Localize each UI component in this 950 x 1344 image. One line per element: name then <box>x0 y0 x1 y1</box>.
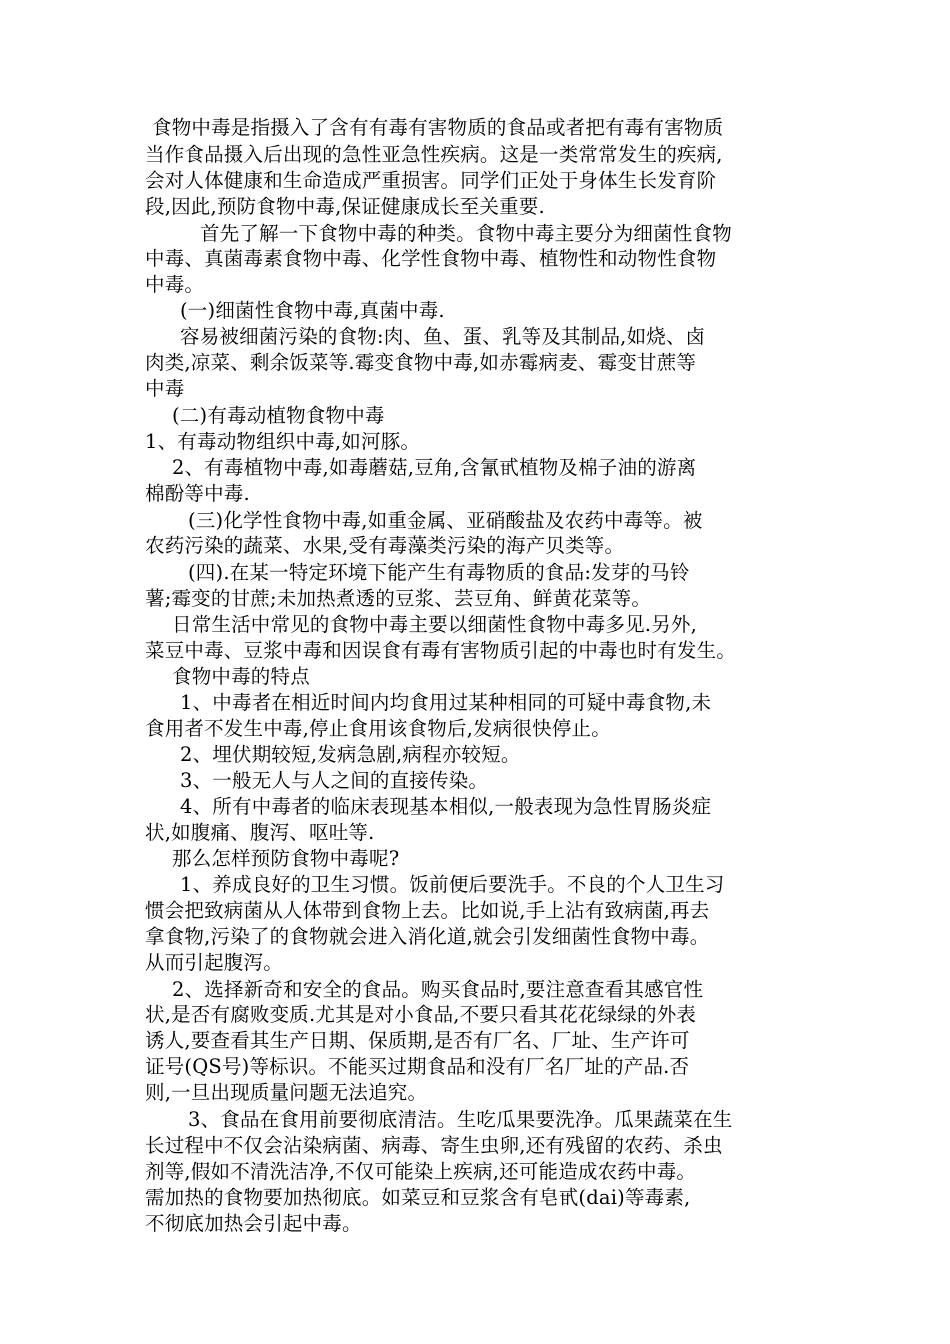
text-line: 惯会把致病菌从人体带到食物上去。比如说,手上沾有致病菌,再去 <box>145 899 710 922</box>
text-line: 1、有毒动物组织中毒,如河豚。 <box>145 430 421 453</box>
text-line: 段,因此,预防食物中毒,保证健康成长至关重要. <box>145 195 545 218</box>
text-line: 状,如腹痛、腹泻、呕吐等. <box>145 821 375 844</box>
text-line: 2、有毒植物中毒,如毒蘑菇,豆角,含氰甙植物及棉子油的游离 <box>172 456 697 479</box>
text-line: 4、所有中毒者的临床表现基本相似,一般表现为急性胃肠炎症 <box>180 795 712 818</box>
text-line: 会对人体健康和生命造成严重损害。同学们正处于身体生长发育阶 <box>145 169 717 192</box>
text-line: 状,是否有腐败变质.尤其是对小食品,不要只看其花花绿绿的外表 <box>145 1003 697 1026</box>
text-line: 食物中毒的特点 <box>172 665 310 688</box>
text-line: 容易被细菌污染的食物:肉、鱼、蛋、乳等及其制品,如烧、卤 <box>180 325 706 348</box>
text-line: 1、养成良好的卫生习惯。饭前便后要洗手。不良的个人卫生习 <box>180 873 725 896</box>
text-line: 那么怎样预防食物中毒呢? <box>172 847 400 870</box>
text-line: 从而引起腹泻。 <box>145 951 283 974</box>
text-line: 中毒 <box>145 377 185 400</box>
text-line: 3、一般无人与人之间的直接传染。 <box>180 769 489 792</box>
text-line: 1、中毒者在相近时间内均食用过某种相同的可疑中毒食物,未 <box>180 691 712 714</box>
text-line: (一)细菌性食物中毒,真菌中毒. <box>180 299 445 322</box>
text-line: 2、选择新奇和安全的食品。购买食品时,要注意查看其感官性 <box>172 978 704 1001</box>
text-line: 中毒、真菌毒素食物中毒、化学性食物中毒、植物性和动物性食物 <box>145 247 717 270</box>
text-line: 3、食品在食用前要彻底清洁。生吃瓜果要洗净。瓜果蔬菜在生 <box>188 1108 733 1131</box>
text-line: 肉类,凉菜、剩余饭菜等.霉变食物中毒,如赤霉病麦、霉变甘蔗等 <box>145 351 697 374</box>
text-line: 2、埋伏期较短,发病急剧,病程亦较短。 <box>180 743 521 766</box>
text-line: 剂等,假如不清洗洁净,不仅可能染上疾病,还可能造成农药中毒。 <box>145 1160 697 1183</box>
text-line: 当作食品摄入后出现的急性亚急性疾病。这是一类常常发生的疾病, <box>145 143 723 166</box>
text-line: 证号(QS号)等标识。不能买过期食品和没有厂名厂址的产品.否 <box>145 1055 690 1078</box>
text-line: 不彻底加热会引起中毒。 <box>145 1212 362 1235</box>
text-line: (四).在某一特定环境下能产生有毒物质的食品:发芽的马铃 <box>188 561 690 584</box>
text-line: 诱人,要查看其生产日期、保质期,是否有厂名、厂址、生产许可 <box>145 1029 690 1052</box>
text-line: (二)有毒动植物食物中毒 <box>172 404 385 427</box>
text-line: 食用者不发生中毒,停止食用该食物后,发病很快停止。 <box>145 717 611 740</box>
text-line: 需加热的食物要加热彻底。如菜豆和豆浆含有皂甙(dai)等毒素, <box>145 1186 691 1209</box>
text-line: 薯;霉变的甘蔗;未加热煮透的豆浆、芸豆角、鲜黄花菜等。 <box>145 587 652 610</box>
text-line: 拿食物,污染了的食物就会进入消化道,就会引发细菌性食物中毒。 <box>145 925 710 948</box>
text-line: 长过程中不仅会沾染病菌、病毒、寄生虫卵,还有残留的农药、杀虫 <box>145 1134 723 1157</box>
text-line: 菜豆中毒、豆浆中毒和因误食有毒有害物质引起的中毒也时有发生。 <box>145 639 737 662</box>
text-line: 食物中毒是指摄入了含有有毒有害物质的食品或者把有毒有害物质 <box>152 116 724 139</box>
text-line: 首先了解一下食物中毒的种类。食物中毒主要分为细菌性食物 <box>200 222 732 245</box>
text-line: 日常生活中常见的食物中毒主要以细菌性食物中毒多见.另外, <box>172 613 697 636</box>
text-line: 农药污染的蔬菜、水果,受有毒藻类污染的海产贝类等。 <box>145 534 625 557</box>
text-line: 中毒。 <box>145 273 205 296</box>
text-line: 棉酚等中毒. <box>145 482 250 505</box>
text-line: 则,一旦出现质量问题无法追究。 <box>145 1081 428 1104</box>
text-line: (三)化学性食物中毒,如重金属、亚硝酸盐及农药中毒等。被 <box>188 509 703 532</box>
